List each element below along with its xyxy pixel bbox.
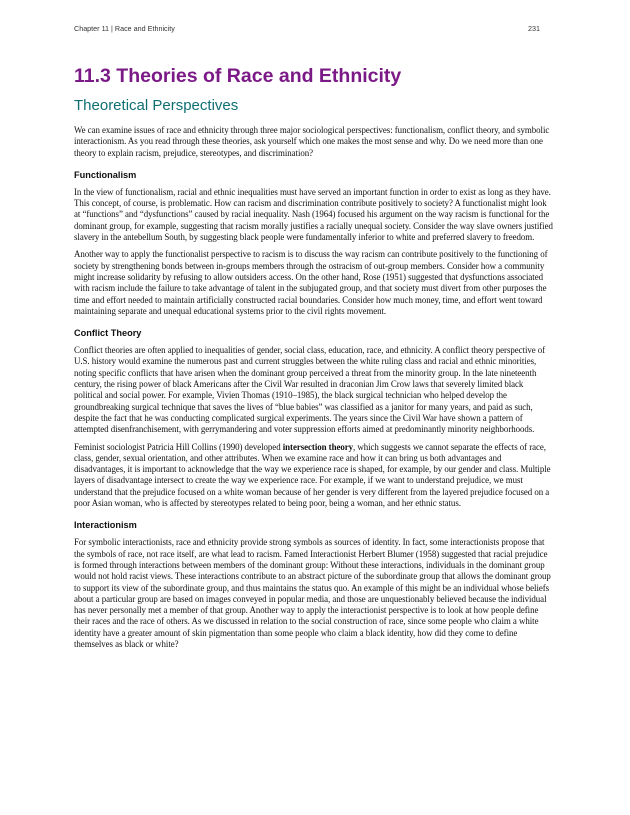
page-number: 231: [528, 24, 540, 33]
intro-paragraph: We can examine issues of race and ethnicity through three major sociological perspectives: functionalism, conflict theory, and symbolic interactionism. As you read through these theories, ask yourself which one makes the most sense and why. Do we need more than one theory to explain racism, prejudice, stereotypes, and discrimination?: [74, 125, 550, 158]
conflict-p2-text-before: Feminist sociologist Patricia Hill Collins (1990) developed: [74, 441, 283, 452]
main-content: [74, 64, 554, 656]
section-title: 11.3 Theories of Race and Ethnicity: [74, 65, 402, 87]
section-subtitle: Theoretical Perspectives: [74, 97, 239, 114]
key-term-intersection-theory: intersection theory: [282, 441, 354, 452]
interactionism-heading: Interactionism: [74, 520, 137, 531]
functionalism-paragraph-2: Another way to apply the functionalist perspective to racism is to discuss the way racism can contribute positively to the functioning of society by strengthening bonds between in-groups members through the ostracism of out-group members. Consider how a community might increase solidarity by refusing to allow outsiders access. On the other hand, Rose (1951) suggested that dysfunctions associated with racism include the failure to take advantage of talent in the subjugated group, and that society must divert from other purposes the time and effort needed to maintain artificially constructed racial boundaries. Consider how much money, time, and effort went toward maintaining separate and unequal educational systems prior to the civil rights movement.: [74, 249, 548, 316]
conflict-p2-text-after: , which suggests we cannot separate the effects of race, class, gender, sexual orientation, and other attributes. When we examine race and how it can bring us both advantages and disadvantages, it is important to acknowledge that the way we experience race is shaped, for example, by our gender and class. Multiple layers of disadvantage intersect to create the way we experience race. For example, if we want to understand prejudice, we must understand that the prejudice focused on a white woman because of her gender is very different from the layered prejudice focused on a poor Asian woman, who is affected by stereotypes related to being poor, being a woman, and her ethnic status.: [74, 441, 551, 509]
functionalism-paragraph-1: In the view of functionalism, racial and ethnic inequalities must have served an important function in order to exist as long as they have. This concept, of course, is problematic. How can racism and discrimination contribute positively to society? A functionalist might look at “functions” and “dysfunctions” caused by racial inequality. Nash (1964) focused his argument on the way racism is functional for the dominant group, for example, suggesting that racism morally justifies a racially unequal society. Consider the way slave owners justified slavery in the antebellum South, by suggesting black people were fundamentally inferior to white and preferred slavery to freedom.: [74, 186, 553, 243]
interactionism-paragraph-1: For symbolic interactionists, race and ethnicity provide strong symbols as sources of identity. In fact, some interactionists propose that the symbols of race, not race itself, are what lead to racism. Famed Interactionist Herbert Blumer (1958) suggested that racial prejudice is formed through interactions between members of the dominant group: Without these interactions, individuals in the dominant group would not hold racist views. These interactions contribute to an abstract picture of the subordinate group that allows the dominant group to support its view of the subordinate group, and thus maintains the status quo. An example of this might be an individual whose beliefs about a particular group are based on images conveyed in popular media, and those are unquestionably believed because the individual has never personally met a member of that group. Another way to apply the interactionist perspective is to look at how people define their races and the race of others. As we discussed in relation to the social construction of race, since some people who claim a white identity have a greater amount of skin pigmentation than some people who claim a black identity, how did they come to define themselves as black or white?: [74, 537, 551, 649]
conflict-theory-heading: Conflict Theory: [74, 328, 142, 339]
functionalism-heading: Functionalism: [74, 169, 137, 180]
chapter-label: Chapter 11 | Race and Ethnicity: [74, 24, 175, 33]
conflict-paragraph-1: Conflict theories are often applied to inequalities of gender, social class, education, race, and ethnicity. A conflict theory perspective of U.S. history would examine the numerous past and current struggles between the white ruling class and racial and ethnic minorities, noting specific conflicts that have arisen when the dominant group perceived a threat from the minority group. In the late nineteenth century, the rising power of black Americans after the Civil War resulted in draconian Jim Crow laws that severely limited black political and social power. For example, Vivien Thomas (1910–1985), the black surgical technician who helped develop the groundbreaking surgical technique that saves the lives of “blue babies” was classified as a janitor for many years, and paid as such, despite the fact that he was conducting complicated surgical experiments. The years since the Civil War have shown a pattern of attempted disenfranchisement, with gerrymandering and voter suppression efforts aimed at predominantly minority neighborhoods.: [74, 345, 546, 435]
running-header: [74, 24, 540, 36]
conflict-paragraph-2: [74, 442, 554, 510]
